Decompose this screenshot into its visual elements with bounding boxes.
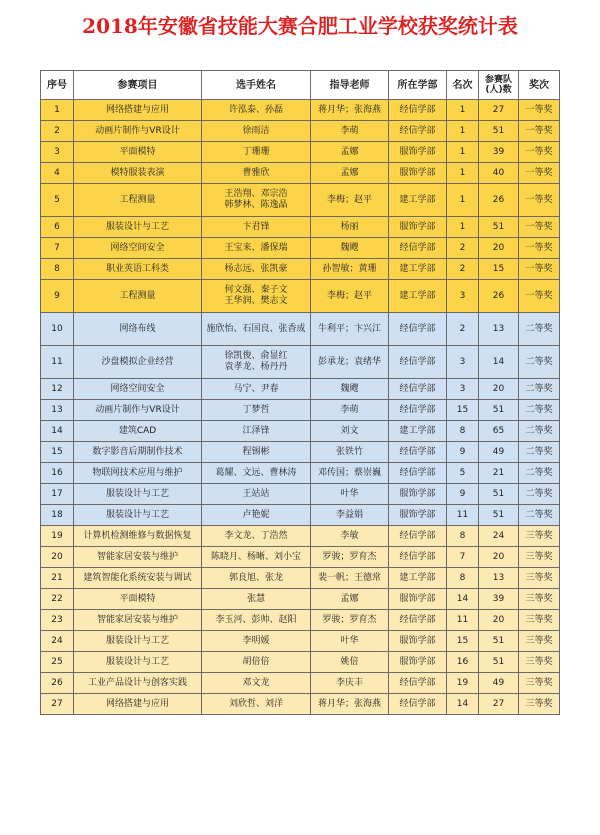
cell-project: 数字影音后期制作技术 xyxy=(74,442,202,463)
cell-award: 一等奖 xyxy=(519,184,560,217)
cell-players: 李明媛 xyxy=(202,631,311,652)
awards-table xyxy=(40,70,560,715)
cell-teacher: 李梅；赵平 xyxy=(311,184,389,217)
cell-teacher: 蒋月华；张海燕 xyxy=(311,694,389,715)
cell-dept: 建工学部 xyxy=(389,421,447,442)
cell-award: 三等奖 xyxy=(519,568,560,589)
cell-dept: 经信学部 xyxy=(389,238,447,259)
cell-project: 计算机检测维修与数据恢复 xyxy=(74,526,202,547)
cell-count: 26 xyxy=(479,280,519,313)
cell-dept: 服饰学部 xyxy=(389,652,447,673)
cell-teacher: 姚倍 xyxy=(311,652,389,673)
table-row xyxy=(41,463,560,484)
cell-rank: 7 xyxy=(447,547,479,568)
cell-rank: 5 xyxy=(447,463,479,484)
cell-no: 7 xyxy=(41,238,74,259)
cell-count: 51 xyxy=(479,400,519,421)
cell-teacher: 罗骏；罗育杰 xyxy=(311,610,389,631)
cell-players: 马宁、尹春 xyxy=(202,379,311,400)
cell-rank: 2 xyxy=(447,259,479,280)
cell-dept: 服饰学部 xyxy=(389,217,447,238)
cell-award: 一等奖 xyxy=(519,163,560,184)
cell-award: 一等奖 xyxy=(519,121,560,142)
header-rank: 名次 xyxy=(447,71,479,100)
cell-rank: 1 xyxy=(447,184,479,217)
cell-project: 服装设计与工艺 xyxy=(74,217,202,238)
cell-players: 施欣怡、石国良、张香成 xyxy=(202,313,311,346)
cell-teacher: 李萌 xyxy=(311,400,389,421)
cell-dept: 经信学部 xyxy=(389,610,447,631)
header-teacher: 指导老师 xyxy=(311,71,389,100)
cell-no: 1 xyxy=(41,100,74,121)
cell-rank: 15 xyxy=(447,631,479,652)
table-row xyxy=(41,259,560,280)
cell-no: 3 xyxy=(41,142,74,163)
table-body xyxy=(41,100,560,715)
table-row xyxy=(41,673,560,694)
cell-no: 20 xyxy=(41,547,74,568)
cell-players: 胡倍倍 xyxy=(202,652,311,673)
cell-award: 三等奖 xyxy=(519,589,560,610)
header-project: 参赛项目 xyxy=(74,71,202,100)
table-row xyxy=(41,568,560,589)
cell-players: 张慧 xyxy=(202,589,311,610)
cell-award: 三等奖 xyxy=(519,631,560,652)
cell-count: 20 xyxy=(479,238,519,259)
cell-count: 14 xyxy=(479,346,519,379)
cell-award: 一等奖 xyxy=(519,238,560,259)
cell-players: 王站站 xyxy=(202,484,311,505)
cell-project: 网络搭建与应用 xyxy=(74,694,202,715)
table-row xyxy=(41,142,560,163)
cell-teacher: 裴一帆；王德常 xyxy=(311,568,389,589)
cell-award: 三等奖 xyxy=(519,526,560,547)
cell-count: 26 xyxy=(479,184,519,217)
cell-players: 徐雨洁 xyxy=(202,121,311,142)
cell-count: 51 xyxy=(479,217,519,238)
cell-rank: 2 xyxy=(447,238,479,259)
cell-rank: 9 xyxy=(447,484,479,505)
cell-no: 27 xyxy=(41,694,74,715)
cell-count: 24 xyxy=(479,526,519,547)
cell-no: 6 xyxy=(41,217,74,238)
cell-teacher: 李萌 xyxy=(311,121,389,142)
header-count: 参赛队(人)数 xyxy=(479,71,519,100)
cell-players: 卞君锋 xyxy=(202,217,311,238)
cell-teacher: 孟娜 xyxy=(311,163,389,184)
cell-count: 39 xyxy=(479,142,519,163)
cell-project: 智能家居安装与维护 xyxy=(74,547,202,568)
cell-teacher: 叶华 xyxy=(311,631,389,652)
cell-award: 一等奖 xyxy=(519,217,560,238)
cell-project: 工程测量 xyxy=(74,184,202,217)
table-row xyxy=(41,442,560,463)
cell-rank: 19 xyxy=(447,673,479,694)
cell-players: 葛耀、文远、曹林涛 xyxy=(202,463,311,484)
cell-players: 程锡彬 xyxy=(202,442,311,463)
table-row xyxy=(41,694,560,715)
cell-rank: 14 xyxy=(447,589,479,610)
cell-project: 服装设计与工艺 xyxy=(74,484,202,505)
cell-count: 20 xyxy=(479,610,519,631)
cell-teacher: 张铁竹 xyxy=(311,442,389,463)
cell-count: 49 xyxy=(479,673,519,694)
cell-project: 服装设计与工艺 xyxy=(74,505,202,526)
table-row xyxy=(41,121,560,142)
cell-award: 二等奖 xyxy=(519,400,560,421)
cell-teacher: 孟娜 xyxy=(311,142,389,163)
cell-project: 工程测量 xyxy=(74,280,202,313)
cell-players: 何文强、秦子文 王华润、樊志文 xyxy=(202,280,311,313)
cell-project: 网络搭建与应用 xyxy=(74,100,202,121)
cell-no: 8 xyxy=(41,259,74,280)
cell-teacher: 李益娟 xyxy=(311,505,389,526)
cell-rank: 1 xyxy=(447,121,479,142)
cell-award: 三等奖 xyxy=(519,673,560,694)
cell-project: 沙盘模拟企业经营 xyxy=(74,346,202,379)
header-row xyxy=(41,71,560,100)
cell-players: 许泓泰、孙磊 xyxy=(202,100,311,121)
header-no: 序号 xyxy=(41,71,74,100)
cell-award: 二等奖 xyxy=(519,463,560,484)
cell-dept: 经信学部 xyxy=(389,121,447,142)
cell-players: 丁珊珊 xyxy=(202,142,311,163)
cell-teacher: 李敏 xyxy=(311,526,389,547)
cell-count: 51 xyxy=(479,505,519,526)
cell-dept: 服饰学部 xyxy=(389,589,447,610)
cell-count: 13 xyxy=(479,568,519,589)
cell-dept: 经信学部 xyxy=(389,673,447,694)
cell-award: 二等奖 xyxy=(519,421,560,442)
cell-no: 21 xyxy=(41,568,74,589)
table-row xyxy=(41,313,560,346)
cell-no: 25 xyxy=(41,652,74,673)
table-row xyxy=(41,280,560,313)
cell-teacher: 李梅；赵平 xyxy=(311,280,389,313)
cell-rank: 9 xyxy=(447,442,479,463)
cell-award: 一等奖 xyxy=(519,100,560,121)
cell-no: 2 xyxy=(41,121,74,142)
cell-rank: 1 xyxy=(447,163,479,184)
cell-dept: 经信学部 xyxy=(389,400,447,421)
cell-project: 平面模特 xyxy=(74,589,202,610)
table-row xyxy=(41,526,560,547)
table-row xyxy=(41,547,560,568)
cell-count: 27 xyxy=(479,100,519,121)
cell-no: 13 xyxy=(41,400,74,421)
cell-award: 二等奖 xyxy=(519,313,560,346)
cell-rank: 3 xyxy=(447,379,479,400)
cell-count: 49 xyxy=(479,442,519,463)
cell-count: 51 xyxy=(479,484,519,505)
cell-players: 李文龙、丁浩然 xyxy=(202,526,311,547)
cell-rank: 3 xyxy=(447,280,479,313)
cell-dept: 服饰学部 xyxy=(389,484,447,505)
cell-teacher: 蒋月华；张海燕 xyxy=(311,100,389,121)
cell-dept: 经信学部 xyxy=(389,694,447,715)
cell-no: 10 xyxy=(41,313,74,346)
cell-no: 16 xyxy=(41,463,74,484)
table-row xyxy=(41,421,560,442)
cell-rank: 1 xyxy=(447,217,479,238)
cell-rank: 16 xyxy=(447,652,479,673)
cell-players: 江泽锋 xyxy=(202,421,311,442)
cell-no: 4 xyxy=(41,163,74,184)
cell-rank: 8 xyxy=(447,526,479,547)
table-row xyxy=(41,379,560,400)
cell-teacher: 杨丽 xyxy=(311,217,389,238)
cell-players: 徐凯俊、俞显红 袁孝龙、杨丹丹 xyxy=(202,346,311,379)
cell-project: 网络空间安全 xyxy=(74,379,202,400)
cell-count: 51 xyxy=(479,121,519,142)
cell-dept: 建工学部 xyxy=(389,259,447,280)
cell-project: 职业英语工科类 xyxy=(74,259,202,280)
cell-project: 建筑CAD xyxy=(74,421,202,442)
cell-teacher: 孙智敏；黄珊 xyxy=(311,259,389,280)
cell-dept: 经信学部 xyxy=(389,526,447,547)
cell-award: 三等奖 xyxy=(519,547,560,568)
cell-no: 19 xyxy=(41,526,74,547)
cell-rank: 14 xyxy=(447,694,479,715)
cell-no: 9 xyxy=(41,280,74,313)
cell-count: 51 xyxy=(479,652,519,673)
cell-project: 服装设计与工艺 xyxy=(74,652,202,673)
cell-rank: 8 xyxy=(447,568,479,589)
cell-award: 二等奖 xyxy=(519,484,560,505)
cell-project: 工业产品设计与创客实践 xyxy=(74,673,202,694)
cell-teacher: 彭承龙；袁绪华 xyxy=(311,346,389,379)
cell-award: 一等奖 xyxy=(519,142,560,163)
cell-award: 一等奖 xyxy=(519,280,560,313)
cell-award: 一等奖 xyxy=(519,259,560,280)
table-row xyxy=(41,484,560,505)
cell-dept: 服饰学部 xyxy=(389,142,447,163)
cell-teacher: 牛利平；卞兴江 xyxy=(311,313,389,346)
cell-award: 三等奖 xyxy=(519,610,560,631)
table-row xyxy=(41,100,560,121)
header-dept: 所在学部 xyxy=(389,71,447,100)
cell-rank: 1 xyxy=(447,100,479,121)
cell-count: 20 xyxy=(479,379,519,400)
cell-rank: 8 xyxy=(447,421,479,442)
table-row xyxy=(41,400,560,421)
table-row xyxy=(41,346,560,379)
cell-no: 22 xyxy=(41,589,74,610)
table-row xyxy=(41,652,560,673)
cell-count: 40 xyxy=(479,163,519,184)
cell-dept: 建工学部 xyxy=(389,280,447,313)
cell-rank: 11 xyxy=(447,610,479,631)
cell-dept: 建工学部 xyxy=(389,568,447,589)
cell-count: 21 xyxy=(479,463,519,484)
cell-teacher: 刘文 xyxy=(311,421,389,442)
cell-players: 刘欣哲、刘洋 xyxy=(202,694,311,715)
table-row xyxy=(41,631,560,652)
cell-rank: 15 xyxy=(447,400,479,421)
cell-project: 网络布线 xyxy=(74,313,202,346)
cell-count: 13 xyxy=(479,313,519,346)
header-award: 奖次 xyxy=(519,71,560,100)
cell-award: 三等奖 xyxy=(519,652,560,673)
cell-dept: 服饰学部 xyxy=(389,631,447,652)
cell-no: 15 xyxy=(41,442,74,463)
cell-project: 物联网技术应用与维护 xyxy=(74,463,202,484)
cell-project: 动画片制作与VR设计 xyxy=(74,121,202,142)
cell-teacher: 邓传国；蔡崇巍 xyxy=(311,463,389,484)
cell-players: 郭良旭、张龙 xyxy=(202,568,311,589)
cell-dept: 经信学部 xyxy=(389,442,447,463)
cell-dept: 服饰学部 xyxy=(389,505,447,526)
cell-no: 24 xyxy=(41,631,74,652)
cell-dept: 经信学部 xyxy=(389,346,447,379)
cell-no: 11 xyxy=(41,346,74,379)
cell-award: 三等奖 xyxy=(519,694,560,715)
cell-dept: 经信学部 xyxy=(389,100,447,121)
cell-teacher: 罗骏；罗育杰 xyxy=(311,547,389,568)
cell-project: 动画片制作与VR设计 xyxy=(74,400,202,421)
cell-award: 二等奖 xyxy=(519,346,560,379)
cell-count: 27 xyxy=(479,694,519,715)
cell-project: 平面模特 xyxy=(74,142,202,163)
cell-teacher: 魏飕 xyxy=(311,379,389,400)
cell-count: 20 xyxy=(479,547,519,568)
table-row xyxy=(41,238,560,259)
cell-players: 王浩翔、邓宗浩 韩梦林、陈逸晶 xyxy=(202,184,311,217)
cell-dept: 建工学部 xyxy=(389,184,447,217)
header-players: 选手姓名 xyxy=(202,71,311,100)
cell-no: 23 xyxy=(41,610,74,631)
cell-players: 曹雅欣 xyxy=(202,163,311,184)
cell-project: 模特服装表演 xyxy=(74,163,202,184)
table-row xyxy=(41,505,560,526)
cell-no: 5 xyxy=(41,184,74,217)
cell-rank: 1 xyxy=(447,142,479,163)
cell-teacher: 魏飕 xyxy=(311,238,389,259)
cell-players: 邓文龙 xyxy=(202,673,311,694)
cell-no: 18 xyxy=(41,505,74,526)
table-row xyxy=(41,163,560,184)
cell-award: 二等奖 xyxy=(519,505,560,526)
table-row xyxy=(41,184,560,217)
cell-players: 李玉河、彭帅、赵阳 xyxy=(202,610,311,631)
cell-players: 卢艳妮 xyxy=(202,505,311,526)
cell-award: 二等奖 xyxy=(519,379,560,400)
table-row xyxy=(41,589,560,610)
cell-dept: 经信学部 xyxy=(389,463,447,484)
cell-count: 65 xyxy=(479,421,519,442)
cell-project: 服装设计与工艺 xyxy=(74,631,202,652)
cell-dept: 经信学部 xyxy=(389,379,447,400)
cell-dept: 服饰学部 xyxy=(389,163,447,184)
cell-rank: 3 xyxy=(447,346,479,379)
cell-project: 网络空间安全 xyxy=(74,238,202,259)
cell-count: 39 xyxy=(479,589,519,610)
cell-rank: 2 xyxy=(447,313,479,346)
cell-teacher: 叶华 xyxy=(311,484,389,505)
cell-project: 建筑智能化系统安装与调试 xyxy=(74,568,202,589)
cell-dept: 经信学部 xyxy=(389,547,447,568)
cell-project: 智能家居安装与维护 xyxy=(74,610,202,631)
cell-count: 51 xyxy=(479,631,519,652)
cell-no: 26 xyxy=(41,673,74,694)
cell-players: 丁梦哲 xyxy=(202,400,311,421)
cell-award: 二等奖 xyxy=(519,442,560,463)
cell-count: 15 xyxy=(479,259,519,280)
table-row xyxy=(41,610,560,631)
table-row xyxy=(41,217,560,238)
cell-teacher: 孟娜 xyxy=(311,589,389,610)
cell-players: 陈晓月、杨晰、刘小宝 xyxy=(202,547,311,568)
cell-no: 12 xyxy=(41,379,74,400)
cell-dept: 经信学部 xyxy=(389,313,447,346)
page-title: 2018年安徽省技能大赛合肥工业学校获奖统计表 xyxy=(82,14,518,38)
cell-teacher: 李庆丰 xyxy=(311,673,389,694)
cell-players: 杨志远、张凯豪 xyxy=(202,259,311,280)
cell-no: 17 xyxy=(41,484,74,505)
cell-rank: 11 xyxy=(447,505,479,526)
cell-no: 14 xyxy=(41,421,74,442)
cell-players: 王宝来、潘保瑞 xyxy=(202,238,311,259)
